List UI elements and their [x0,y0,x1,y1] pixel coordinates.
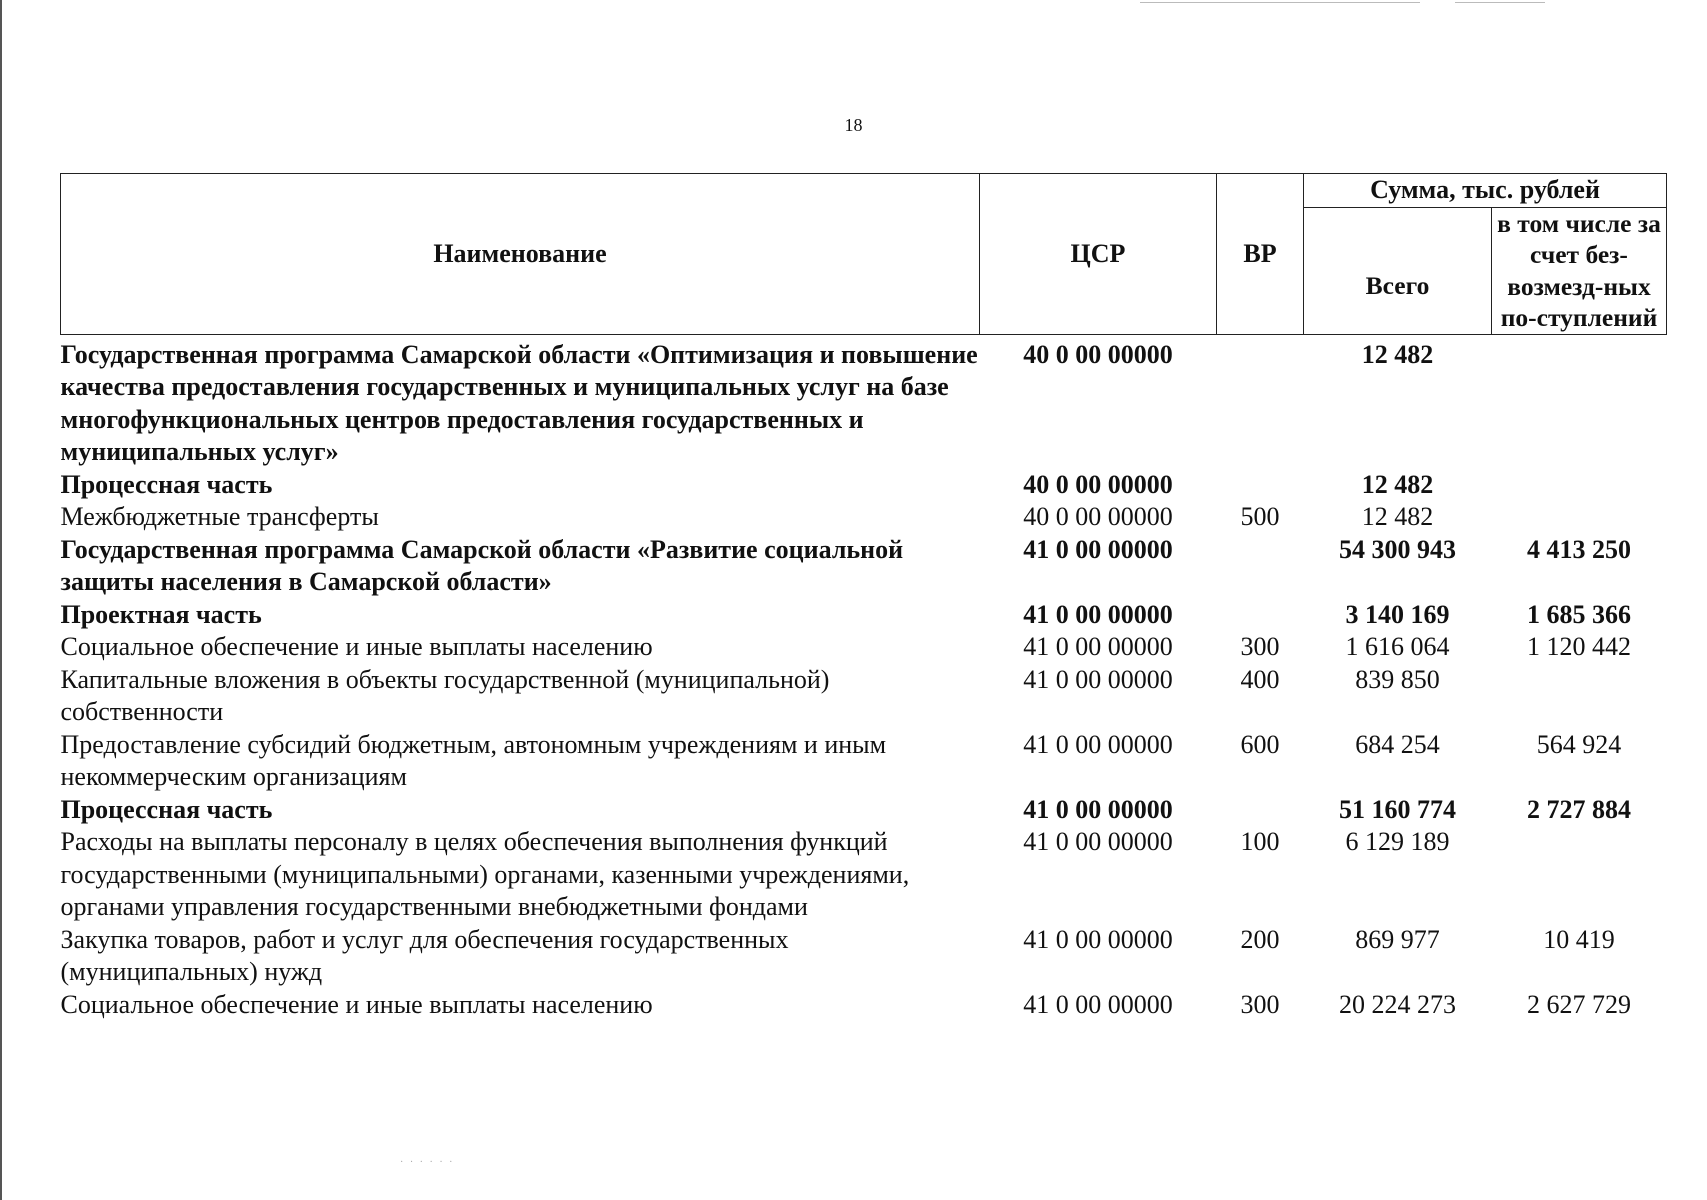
row-name: Закупка товаров, работ и услуг для обеспечения государственных (муниципальных) нужд [60,924,789,986]
row-name: Проектная часть [60,599,262,629]
row-name: Расходы на выплаты персоналу в целях обеспечения выполнения функций государственными (муниципальными) органами, казенными учреждениями, органами управления государственными внебюджетными фондами [60,827,910,921]
budget-table [60,173,1667,1021]
table-body [61,334,1667,1021]
table-row [61,599,1667,632]
row-total: 869 977 [1355,924,1440,954]
row-name: Государственная программа Самарской области «Оптимизация и повышение качества предоставления государственных и муниципальных услуг на базе многофункциональных центров предоставления государственных и муниципальных услуг» [60,339,978,466]
row-csr: 41 0 00 00000 [1023,989,1173,1019]
row-free: 2 627 729 [1527,989,1631,1019]
row-total: 12 482 [1361,469,1434,499]
row-free [1492,334,1667,469]
row-csr: 41 0 00 00000 [1023,632,1173,661]
column-header-csr: ЦСР [980,174,1217,335]
row-name: Межбюджетные трансферты [60,502,379,531]
row-total: 1 616 064 [1345,632,1450,661]
table-row [61,334,1667,469]
row-name: Процессная часть [60,469,273,499]
row-vr: 200 [1240,924,1280,954]
row-free: 2 727 884 [1527,794,1631,824]
row-vr [1217,599,1304,632]
row-free [1492,664,1667,729]
table-row [61,826,1667,924]
row-total: 20 224 273 [1339,989,1456,1019]
table-row [61,729,1667,794]
row-vr: 600 [1240,729,1280,759]
scan-line [1140,2,1420,3]
table-row [61,794,1667,827]
table-row [61,469,1667,502]
row-name: Социальное обеспечение и иные выплаты населению [60,632,653,661]
table-row [61,631,1667,664]
table-row [61,501,1667,534]
row-free [1492,826,1667,924]
column-header-total: Всего [1304,207,1492,334]
row-vr [1217,334,1304,469]
row-total: 839 850 [1355,664,1440,694]
row-name: Процессная часть [60,794,273,824]
row-total: 12 482 [1361,339,1434,369]
page-number: 18 [844,115,863,135]
row-csr: 41 0 00 00000 [1023,924,1173,954]
row-name: Государственная программа Самарской области «Развитие социальной защиты населения в Самарской области» [60,534,904,596]
row-vr: 300 [1240,989,1280,1019]
row-csr: 41 0 00 00000 [1023,599,1173,629]
row-total: 51 160 774 [1339,794,1456,824]
scan-line [1455,2,1545,3]
scan-edge [0,0,2,1200]
column-header-vr: ВР [1217,174,1304,335]
row-free: 1 120 442 [1527,632,1631,661]
row-vr: 300 [1240,632,1280,661]
row-vr [1217,534,1304,599]
row-csr: 41 0 00 00000 [1023,729,1173,759]
table-row [61,924,1667,989]
table-row [61,534,1667,599]
row-free: 564 924 [1536,729,1622,759]
row-name: Капитальные вложения в объекты государственной (муниципальной) собственности [60,664,830,726]
row-csr: 40 0 00 00000 [1023,339,1173,369]
row-csr: 41 0 00 00000 [1023,827,1173,856]
table-header [61,174,1667,335]
row-vr: 500 [1240,502,1280,531]
table-row [61,664,1667,729]
row-free: 4 413 250 [1527,534,1631,564]
column-header-name: Наименование [61,174,980,335]
row-total: 6 129 189 [1345,827,1450,856]
row-total: 684 254 [1355,729,1440,759]
row-total: 12 482 [1361,502,1434,531]
column-header-free: в том числе за счет без-возмезд-ных по-ступлений [1492,207,1667,334]
table-row [61,989,1667,1022]
row-name: Социальное обеспечение и иные выплаты населению [60,989,653,1019]
row-vr [1217,794,1304,827]
row-csr: 41 0 00 00000 [1023,534,1173,564]
row-free: 10 419 [1543,924,1615,954]
row-total: 54 300 943 [1339,534,1456,564]
row-free: 1 685 366 [1527,599,1631,629]
row-vr: 100 [1240,827,1280,856]
row-free [1492,469,1667,502]
scan-artifact: · · · · · · [400,1157,455,1168]
column-header-sum: Сумма, тыс. рублей [1304,174,1667,208]
row-vr: 400 [1240,664,1280,694]
row-name: Предоставление субсидий бюджетным, автономным учреждениям и иным некоммерческим организациям [60,729,887,791]
row-total: 3 140 169 [1345,599,1450,629]
row-csr: 40 0 00 00000 [1023,502,1173,531]
row-vr [1217,469,1304,502]
row-csr: 40 0 00 00000 [1023,469,1173,499]
row-csr: 41 0 00 00000 [1023,664,1173,694]
row-csr: 41 0 00 00000 [1023,794,1173,824]
row-free [1492,501,1667,534]
